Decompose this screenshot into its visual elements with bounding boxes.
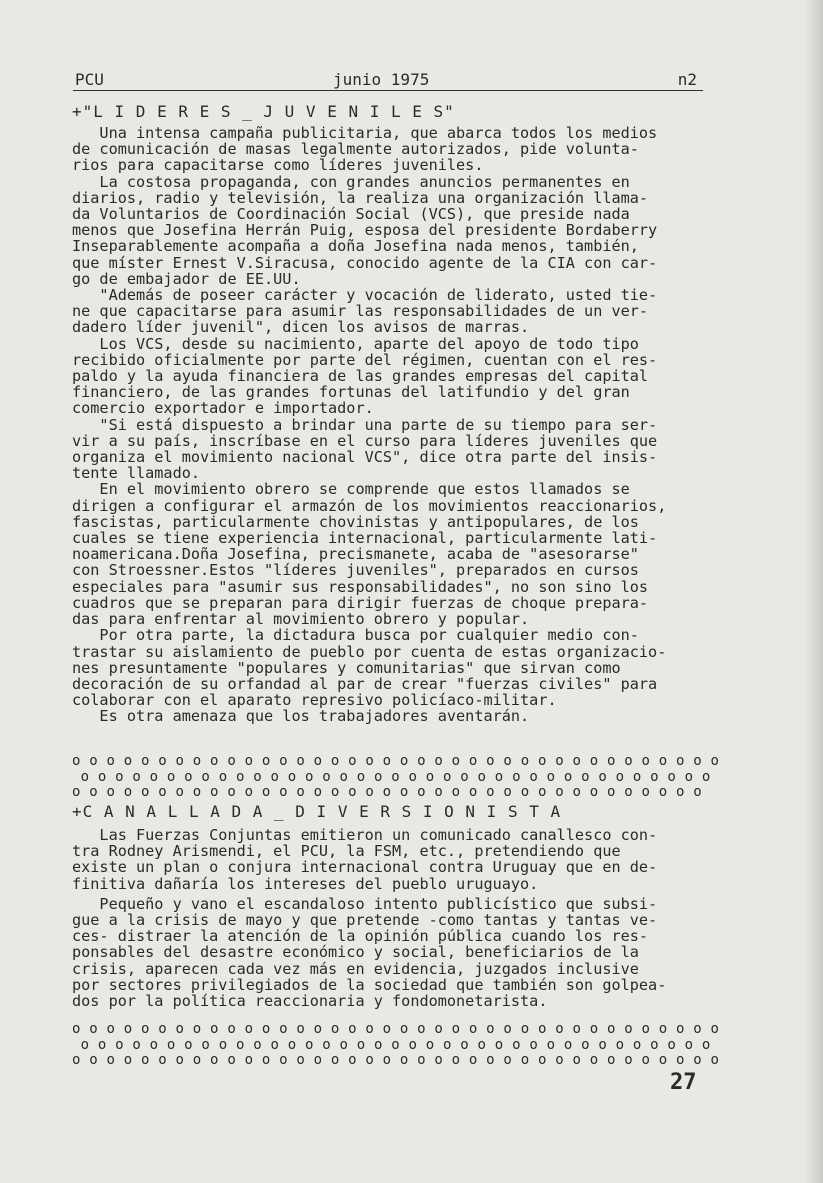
section-title: +"L I D E R E S _ J U V E N I L E S"	[72, 102, 455, 121]
dotted-separator: o o o o o o o o o o o o o o o o o o o o o o o o o o o o o o o o o o o o o o o o o o o o o o o o o o o o o o o o o o o o o o o o o o o o o o o o o o o o o o o o o o o o o o o o o o o o o o o o o o o o o o o o o o o o o o o o	[72, 753, 720, 800]
paragraph: Pequeño y vano el escandaloso intento publicístico que subsi- gue a la crisis de mayo y que pretende -como tantas y tantas ve- ces- distraer la atención de la opinión pública cuando los res- ponsables del desastre económico y social, beneficiarios de la crisis, aparecen cada vez más en evidencia, juzgados inclusive por sectores privilegiados de la sociedad que también son golpea- dos por la política reaccionaria y fondomonetarista.	[72, 894, 667, 1011]
section-lideres-juveniles	[72, 103, 717, 725]
paragraph: La costosa propaganda, con grandes anuncios permanentes en diarios, radio y televisión, la realiza una organización llama- da Voluntarios de Coordinación Social (VCS), que preside nada menos que Josefina Herrán Puig, esposa del presidente Bordaberry Inseparablemente acompaña a doña Josefina nada menos, también, que míster Ernest V.Siracusa, conocido agente de la CIA con car- go de embajador de EE.UU.	[72, 172, 658, 288]
paragraph: Una intensa campaña publicitaria, que abarca todos los medios de comunicación de masas legalmente autorizados, pide volunta- rios para capacitarse como líderes juveniles.	[72, 124, 658, 175]
header-issue: n2	[677, 70, 697, 89]
paragraph: "Si está dispuesto a brindar una parte de su tiempo para ser- vir a su país, inscríbase en el curso para líderes juveniles que organiza el movimiento nacional VCS", dice otra parte del insis- tente llamado.	[72, 415, 658, 483]
paragraph: En el movimiento obrero se comprende que estos llamados se dirigen a configurar el armazón de los movimientos reaccionarios, fascistas, particularmente chovinistas y antipopulares, de los cuales se tiene experiencia internacional, particularmente lati- noamericana.Doña Josefina, precismanete, acaba de "asesorarse" con Stroessner.Estos "líderes juveniles", preparados en cursos especiales para "asumir sus responsabilidades", no son sino los cuadros que se preparan para dirigir fuerzas de choque prepara- das para enfrentar al movimiento obrero y popular.	[72, 480, 667, 629]
page-edge-shadow	[805, 0, 823, 1183]
section-title: +C A N A L L A D A _ D I V E R S I O N I S T A	[72, 802, 562, 821]
running-header	[73, 70, 703, 91]
header-date: junio 1975	[333, 70, 430, 89]
paragraph: Es otra amenaza que los trabajadores aventarán.	[72, 707, 530, 726]
section-canallada-diversionista	[72, 803, 717, 1009]
page-number: 27	[670, 1070, 697, 1095]
paragraph: "Además de poseer carácter y vocación de liderato, usted tie- ne que capacitarse para asumir las responsabilidades de un ver- dadero líder juvenil", dicen los avisos de marras.	[72, 286, 658, 337]
dotted-separator: o o o o o o o o o o o o o o o o o o o o o o o o o o o o o o o o o o o o o o o o o o o o o o o o o o o o o o o o o o o o o o o o o o o o o o o o o o o o o o o o o o o o o o o o o o o o o o o o o o o o o o o o o o o o o o o o o	[72, 1021, 720, 1068]
paragraph: Los VCS, desde su nacimiento, aparte del apoyo de todo tipo recibido oficialmente por parte del régimen, cuentan con el res- paldo y la ayuda financiera de las grandes empresas del capital financiero, de las grandes fortunas del latifundio y del gran comercio exportador e importador.	[72, 334, 658, 418]
paragraph: Por otra parte, la dictadura busca por cualquier medio con- trastar su aislamiento de pueblo por cuenta de estas organizacio- nes presuntamente "populares y comunitarias" que sirvan como decoración de su orfandad al par de crear "fuerzas civiles" para colaborar con el aparato represivo policíaco-militar.	[72, 626, 667, 710]
header-publication: PCU	[75, 70, 104, 89]
paragraph: Las Fuerzas Conjuntas emitieron un comunicado canallesco con- tra Rodney Arismendi, el PCU, la FSM, etc., pretendiendo que existe un plan o conjura internacional contra Uruguay que en de- finitiva dañaría los intereses del pueblo uruguayo.	[72, 826, 658, 893]
